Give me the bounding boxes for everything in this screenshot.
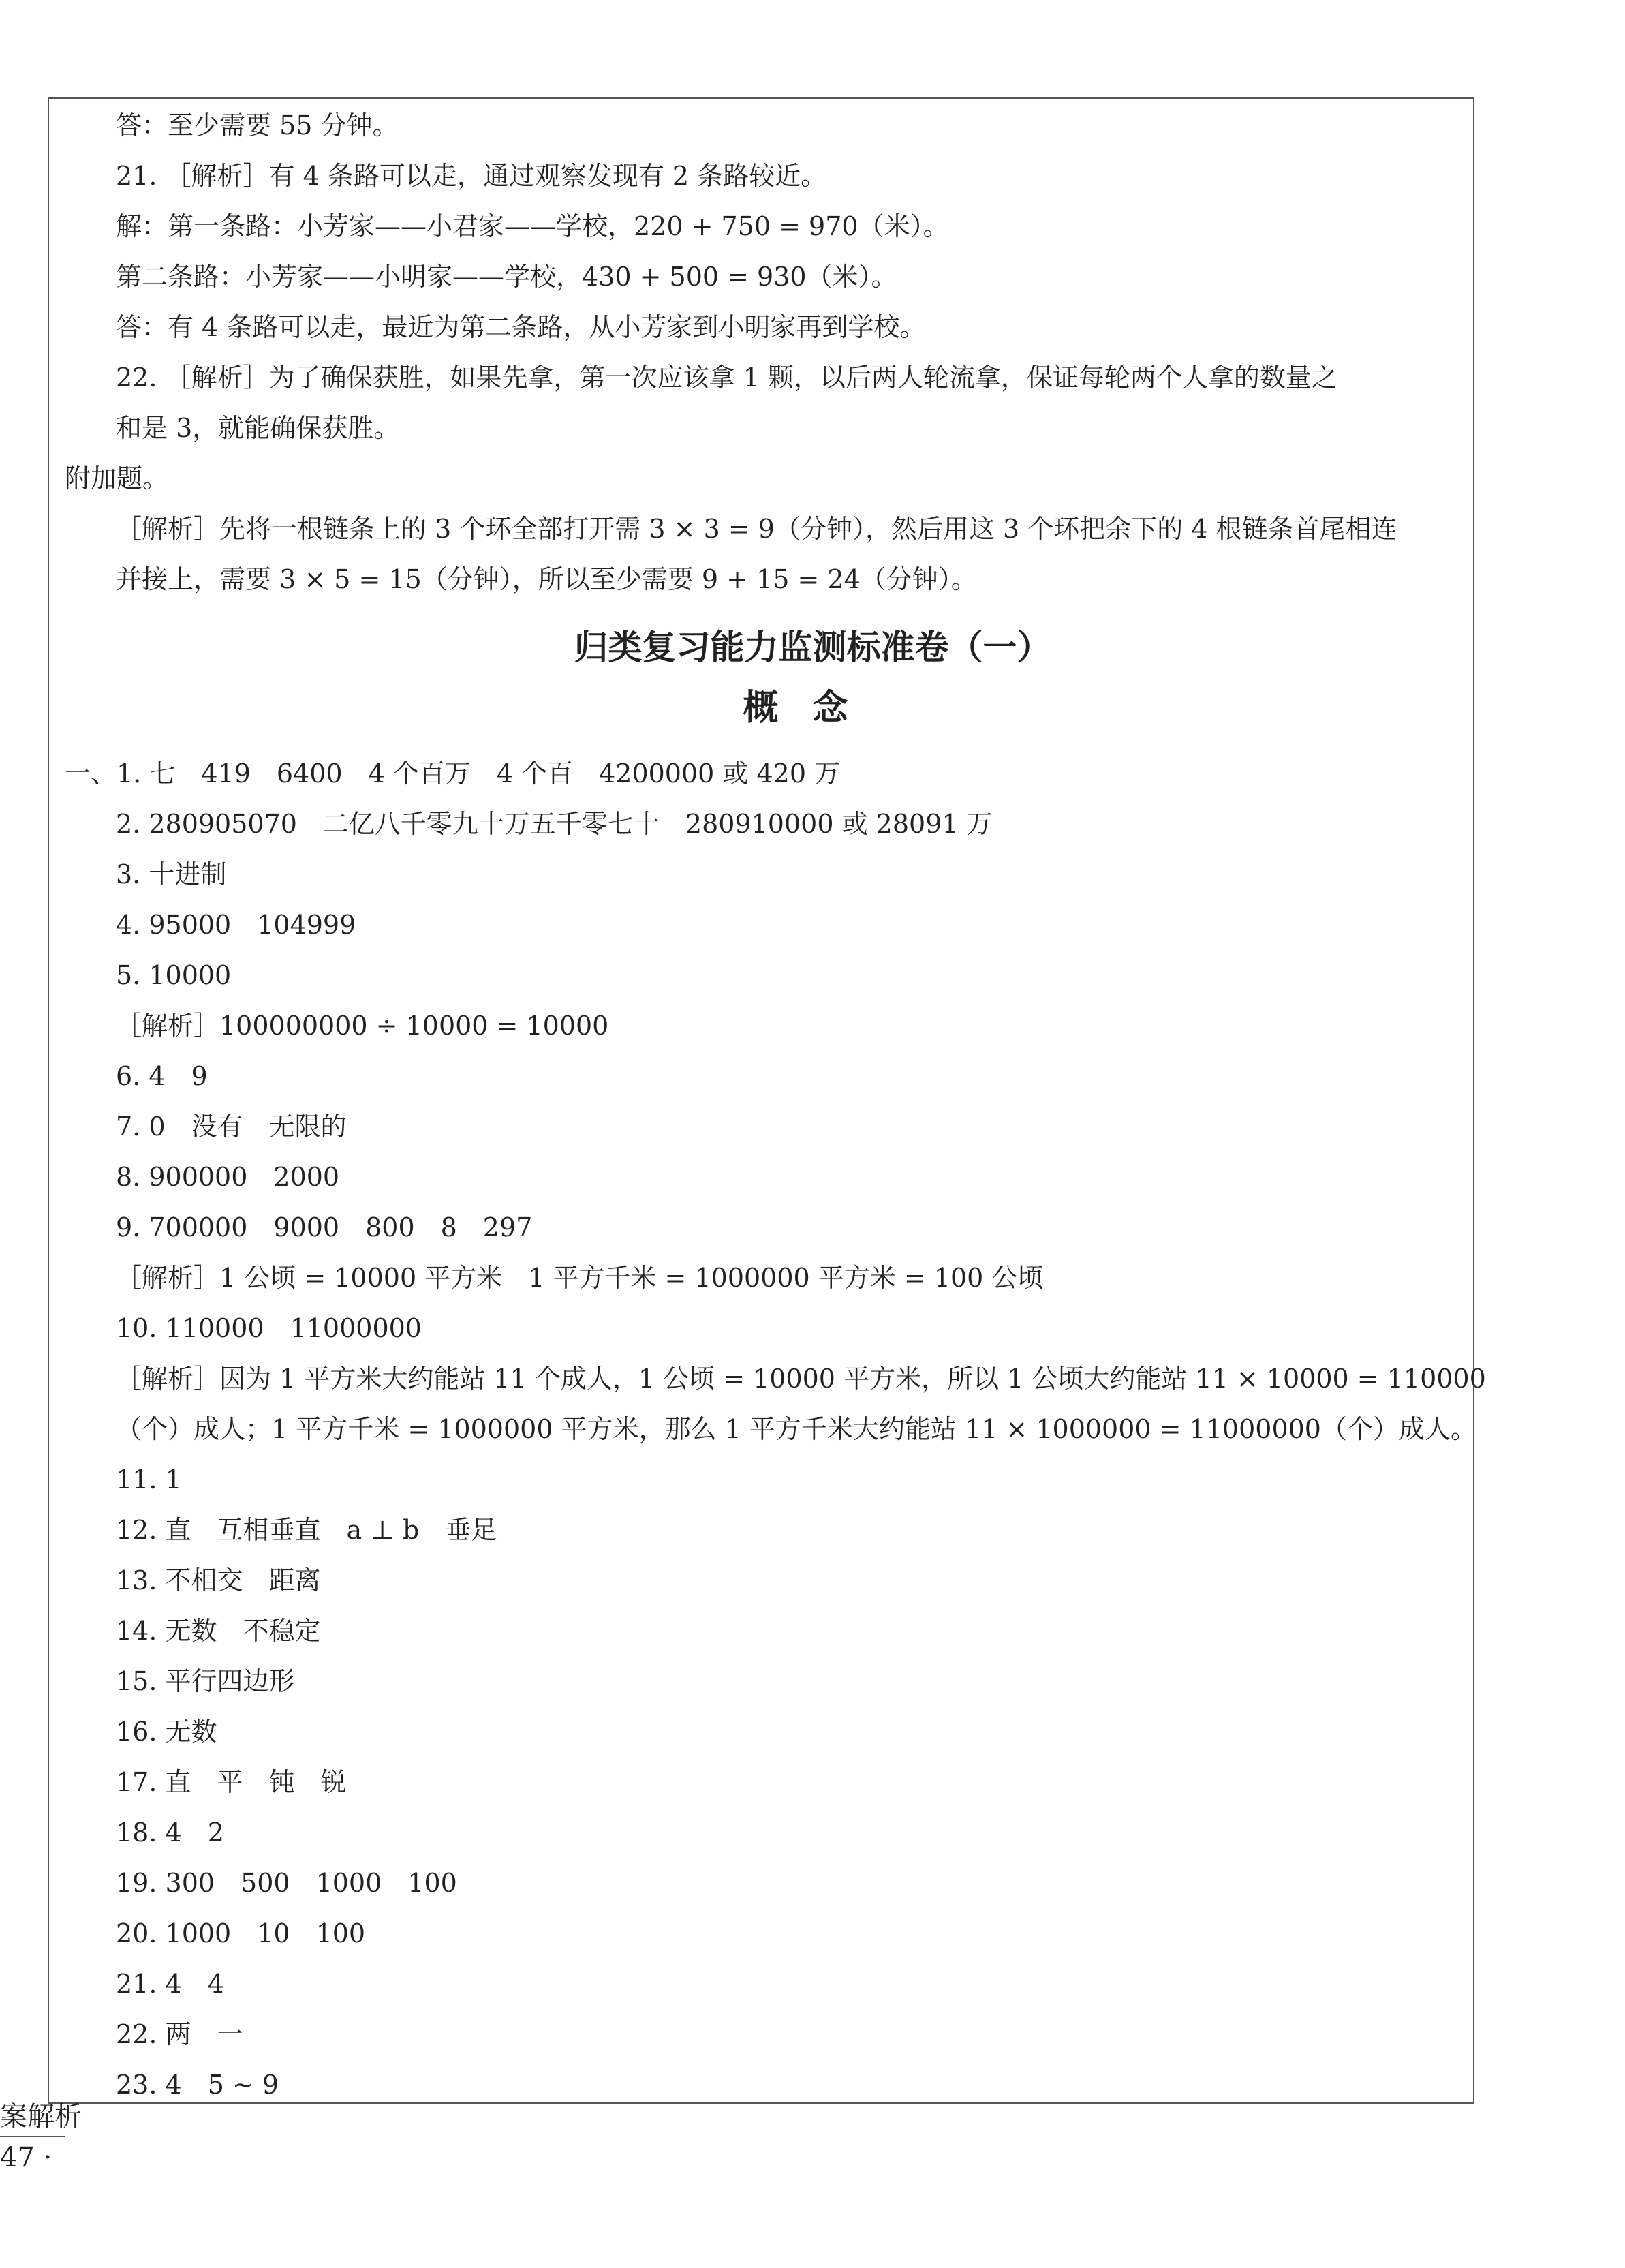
page-number: 47 · bbox=[0, 2142, 52, 2173]
answer-line: 19. 300 500 1000 100 bbox=[116, 1868, 457, 1898]
answer-line: 13. 不相交 距离 bbox=[116, 1565, 321, 1595]
answer-line: 8. 900000 2000 bbox=[116, 1162, 340, 1192]
answer-line: 7. 0 没有 无限的 bbox=[116, 1112, 347, 1141]
answer-line: 18. 4 2 bbox=[116, 1818, 224, 1848]
answer-line: 12. 直 互相垂直 a ⊥ b 垂足 bbox=[116, 1515, 497, 1545]
answer-line: 15. 平行四边形 bbox=[116, 1666, 295, 1696]
answer-line: 10. 110000 11000000 bbox=[116, 1313, 422, 1343]
answer-line: 20. 1000 10 100 bbox=[116, 1918, 366, 1948]
text-line: 并接上，需要 3 × 5 = 15（分钟），所以至少需要 9 + 15 = 24（分钟）。 bbox=[116, 564, 977, 594]
answer-line: ［解析］100000000 ÷ 10000 = 10000 bbox=[116, 1011, 609, 1041]
answer-line: 4. 95000 104999 bbox=[116, 910, 356, 940]
answer-line: ［解析］因为 1 平方米大约能站 11 个成人，1 公顷 = 10000 平方米，所以 1 公顷大约能站 11 × 10000 = 110000 bbox=[116, 1364, 1486, 1394]
section-subtitle: 概念 bbox=[743, 687, 882, 729]
text-line: 和是 3，就能确保获胜。 bbox=[116, 413, 400, 443]
footer-divider bbox=[0, 2136, 65, 2137]
text-line: 答：有 4 条路可以走，最近为第二条路，从小芳家到小明家再到学校。 bbox=[116, 312, 926, 342]
answer-line: 23. 4 5 ~ 9 bbox=[116, 2070, 279, 2100]
text-line: 答：至少需要 55 分钟。 bbox=[116, 110, 399, 140]
answer-line: （个）成人；1 平方千米 = 1000000 平方米，那么 1 平方千米大约能站 11 × 1000000 = 11000000（个）成人。 bbox=[116, 1414, 1476, 1444]
answer-line: 5. 10000 bbox=[116, 960, 232, 990]
text-line: 第二条路：小芳家——小明家——学校，430 + 500 = 930（米）。 bbox=[116, 262, 897, 292]
text-line: 附加题。 bbox=[65, 463, 169, 493]
answer-line: 2. 280905070 二亿八千零九十万五千零七十 280910000 或 28091 万 bbox=[116, 809, 993, 839]
answer-line: 22. 两 一 bbox=[116, 2019, 243, 2049]
content-frame bbox=[48, 97, 1474, 2104]
answer-line: 一、1. 七 419 6400 4 个百万 4 个百 4200000 或 420 万 bbox=[65, 758, 841, 788]
text-line: ［解析］先将一根链条上的 3 个环全部打开需 3 × 3 = 9（分钟），然后用这 3 个环把余下的 4 根链条首尾相连 bbox=[116, 514, 1397, 544]
text-line: 解：第一条路：小芳家——小君家——学校，220 + 750 = 970（米）。 bbox=[116, 211, 949, 241]
answer-line: 11. 1 bbox=[116, 1465, 182, 1495]
answer-line: 14. 无数 不稳定 bbox=[116, 1616, 321, 1646]
text-line: 22. ［解析］为了确保获胜，如果先拿，第一次应该拿 1 颗，以后两人轮流拿，保证每轮两个人拿的数量之 bbox=[116, 363, 1337, 393]
answer-line: 9. 700000 9000 800 8 297 bbox=[116, 1212, 533, 1242]
footer-label: 案解析 bbox=[0, 2101, 82, 2132]
answer-line: 16. 无数 bbox=[116, 1717, 217, 1747]
answer-line: 21. 4 4 bbox=[116, 1969, 224, 1999]
answer-line: 17. 直 平 钝 锐 bbox=[116, 1767, 347, 1797]
section-title: 归类复习能力监测标准卷（一） bbox=[574, 627, 1051, 667]
answer-line: 3. 十进制 bbox=[116, 859, 227, 889]
answer-line: ［解析］1 公顷 = 10000 平方米 1 平方千米 = 1000000 平方米 = 100 公顷 bbox=[116, 1263, 1044, 1293]
text-line: 21. ［解析］有 4 条路可以走，通过观察发现有 2 条路较近。 bbox=[116, 161, 827, 191]
answer-line: 6. 4 9 bbox=[116, 1061, 208, 1091]
